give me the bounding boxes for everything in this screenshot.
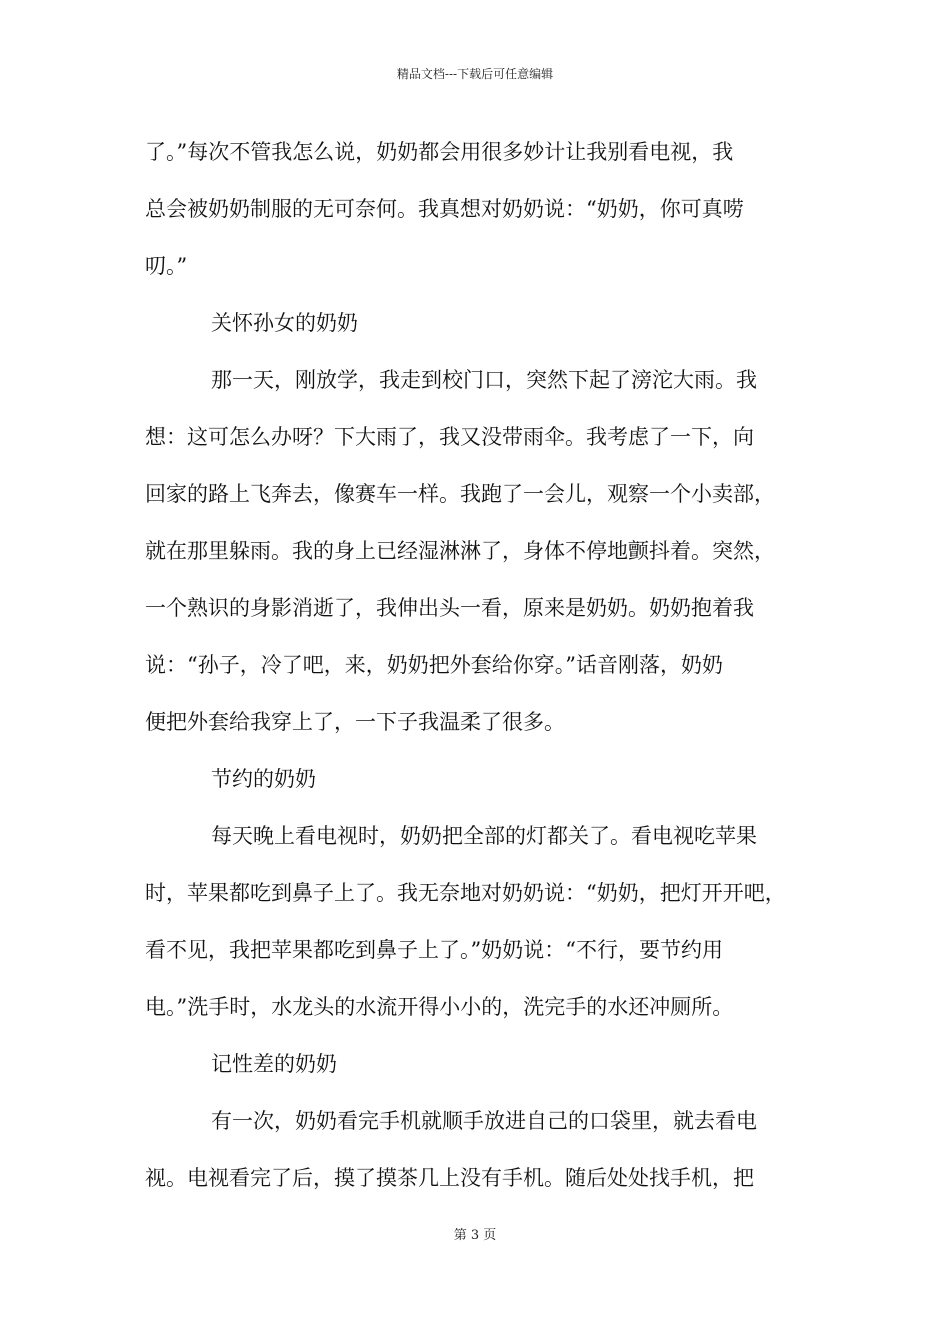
text-line: 那一天，刚放学，我走到校门口，突然下起了滂沱大雨。我 [211, 368, 757, 392]
text-line: 就在那里躲雨。我的身上已经湿淋淋了，身体不停地颤抖着。突然， [145, 539, 775, 563]
text-line: 一个熟识的身影消逝了，我伸出头一看，原来是奶奶。奶奶抱着我 [145, 596, 754, 620]
section-heading: 关怀孙女的奶奶 [211, 311, 358, 335]
text-line: 了。”每次不管我怎么说，奶奶都会用很多妙计让我别看电视，我 [145, 140, 734, 164]
document-body [145, 124, 825, 1207]
text-line: 说：“孙子，冷了吧，来，奶奶把外套给你穿。”话音刚落，奶奶 [145, 653, 723, 677]
text-line: 叨。” [145, 254, 188, 278]
text-line: 时，苹果都吃到鼻子上了。我无奈地对奶奶说：“奶奶，把灯开开吧， [145, 881, 786, 905]
text-line: 视。电视看完了后，摸了摸茶几上没有手机。随后处处找手机，把 [145, 1166, 754, 1190]
section-heading: 节约的奶奶 [211, 767, 316, 791]
text-line: 想：这可怎么办呀？下大雨了，我又没带雨伞。我考虑了一下，向 [145, 425, 754, 449]
text-line: 回家的路上飞奔去，像赛车一样。我跑了一会儿，观察一个小卖部， [145, 482, 775, 506]
text-line: 便把外套给我穿上了，一下子我温柔了很多。 [145, 710, 565, 734]
page-header: 精品文档---下载后可任意编辑 [396, 67, 554, 81]
text-line: 看不见，我把苹果都吃到鼻子上了。”奶奶说：“不行，要节约用 [145, 938, 723, 962]
section-heading: 记性差的奶奶 [211, 1052, 337, 1076]
text-line: 有一次，奶奶看完手机就顺手放进自己的口袋里，就去看电 [211, 1109, 757, 1133]
text-line: 总会被奶奶制服的无可奈何。我真想对奶奶说：“奶奶，你可真唠 [145, 197, 744, 221]
text-line: 电。”洗手时，水龙头的水流开得小小的，洗完手的水还冲厕所。 [145, 995, 734, 1019]
text-line: 每天晚上看电视时，奶奶把全部的灯都关了。看电视吃苹果 [211, 824, 757, 848]
page-number: 第 3 页 [453, 1228, 497, 1243]
